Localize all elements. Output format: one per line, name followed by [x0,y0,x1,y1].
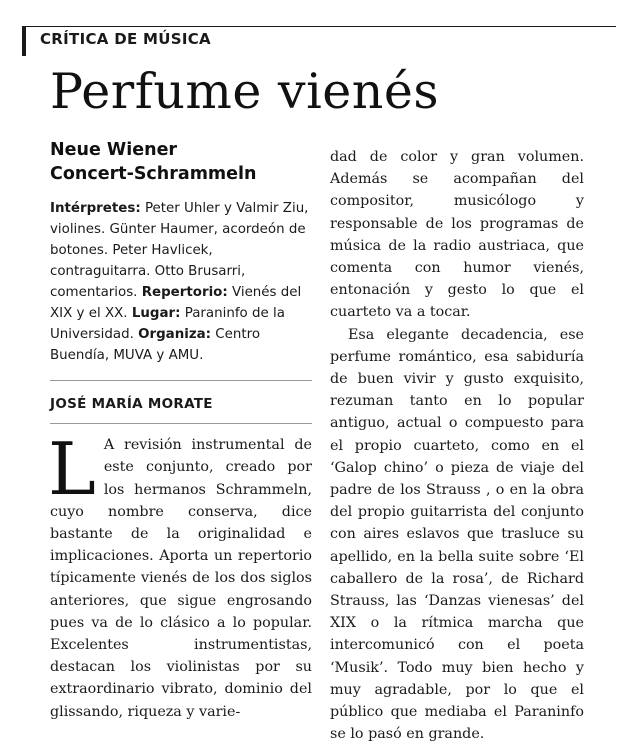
ensemble-line-1: Neue Wiener [50,140,178,160]
performers-text: Peter Uhler y Valmir Ziu, violines. Günter Haumer, acordeón de botones. Peter Havlicek, contraguitarra. Otto Brusarri, comentarios. [50,201,309,300]
article-paragraph-1-continued: dad de color y gran volumen. Además se acompañan del compositor, musicólogo y responsable de los programas de música de la radio austriaca, que comenta con humor vienés, entonación y gesto lo que el cuarteto va a tocar. [330,149,584,321]
section-rule [26,26,616,27]
section-label: CRÍTICA DE MÚSICA [40,30,211,48]
ensemble-name [50,138,312,186]
right-column [330,146,584,745]
headline: Perfume vienés [50,63,439,120]
organizer-text: Centro Buendía, MUVA y AMU. [50,327,261,363]
organizer-label: Organiza: [138,327,212,342]
section-header [22,26,616,56]
drop-cap: L [48,427,96,512]
venue-text: Paraninfo de la Universidad. [50,306,285,342]
byline-block [50,380,312,424]
ensemble-line-2: Concert-Schrammeln [50,164,257,184]
article-paragraph-1: A revisión instrumental de este conjunto, creado por los hermanos Schrammeln, cuyo nombre conserva, dice bastante de la originalidad e implicaciones. Aporta un repertorio típicamente vienés de los dos siglos anteriores, que sigue engrosando pues va de lo clásico a lo popular. Excelentes instrumentistas, destacan los violinistas por su extraordinario vibrato, dominio del glissando, riqueza y varie- [50,437,312,720]
left-column [50,138,312,723]
article-body-part-1 [48,427,312,723]
performers-label: Intérpretes: [50,201,141,216]
article-paragraph-2: Esa elegante decadencia, ese perfume romántico, esa sabiduría de buen vivir y gusto exquisito, rezuman tanto en lo popular antiguo, actual o compuesto para el propio cuarteto, como en el ‘Galop chino’ o pieza de viaje del padre de los Strauss , o en la obra del propio guitarrista del conjunto con aires eslavos que trasluce su apellido, en la bella suite sobre ‘El caballero de la rosa’, de Richard Strauss, las ‘Danzas vienesas’ del XIX o la rítmica marcha que intercomunicó con el poeta ‘Musik’. Todo muy bien hecho y muy agradable, por lo que el público que mediaba el Paraninfo se lo pasó en grande. [330,326,584,743]
venue-label: Lugar: [131,306,181,321]
byline: JOSÉ MARÍA MORATE [50,393,312,424]
repertoire-text: Vienés del XIX y el XX. [50,285,302,321]
repertoire-label: Repertorio: [141,285,228,300]
concert-info [50,198,312,366]
